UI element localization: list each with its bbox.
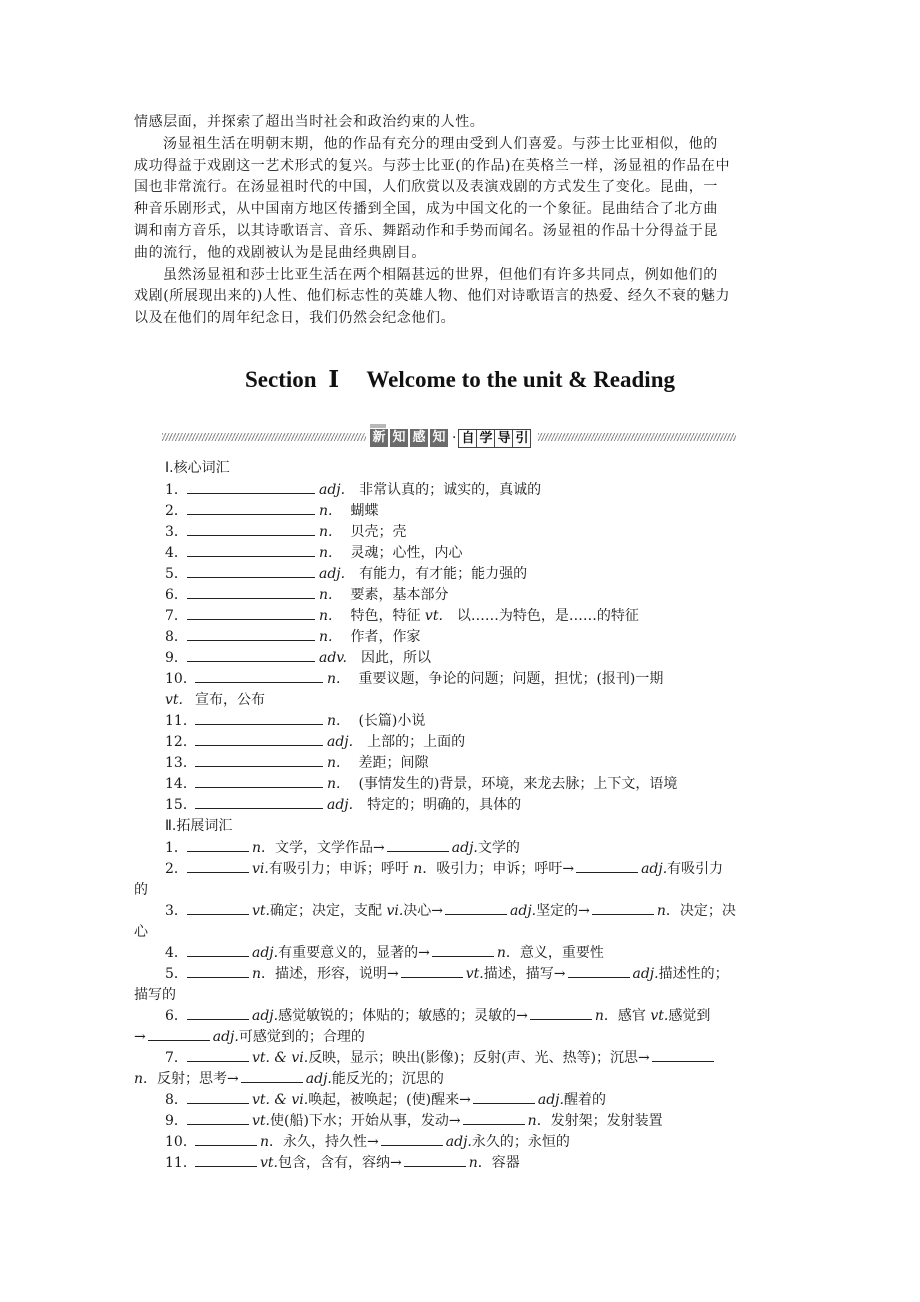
part-of-speech: vt.	[650, 1008, 669, 1024]
badge-char-light: 学	[476, 429, 495, 448]
meaning: 包含，含有，容纳→	[278, 1155, 402, 1171]
part-of-speech: vt. & vi.	[252, 1092, 309, 1108]
extended-vocab-row	[165, 1089, 606, 1109]
meaning: 宣布，公布	[195, 692, 265, 708]
meaning: ．反射；思考→	[143, 1071, 239, 1087]
answer-blank[interactable]	[187, 565, 315, 578]
meaning: 蝴蝶	[350, 503, 379, 519]
answer-blank[interactable]	[195, 754, 323, 767]
part-of-speech: adj.	[510, 903, 537, 919]
meaning: ．文学，文学作品→	[261, 840, 385, 856]
meaning: 可感觉到的；合理的	[238, 1029, 365, 1045]
part-of-speech: n.	[319, 545, 333, 561]
answer-blank[interactable]	[187, 586, 315, 599]
meaning: 差距；间隙	[358, 755, 429, 771]
meaning: ．永久，持久性→	[269, 1134, 379, 1150]
part-of-speech: vi.	[386, 903, 404, 919]
extended-vocab-row-continuation	[134, 1026, 365, 1046]
vocab-row-continuation	[165, 689, 265, 709]
answer-blank[interactable]	[568, 965, 630, 978]
answer-blank[interactable]	[576, 860, 638, 873]
answer-blank[interactable]	[187, 523, 315, 536]
part-of-speech: n.	[319, 587, 333, 603]
item-number: 4．	[165, 545, 188, 561]
meaning: 作者，作家	[350, 629, 421, 645]
answer-blank[interactable]	[381, 1133, 443, 1146]
answer-blank[interactable]	[187, 628, 315, 641]
meaning: 描写的	[134, 987, 176, 1003]
extended-vocab-row-continuation	[134, 921, 148, 941]
answer-blank[interactable]	[187, 607, 315, 620]
vocab-row	[165, 605, 639, 625]
part-of-speech: vt.	[252, 903, 270, 919]
meaning: 以……为特色，是……的特征	[456, 608, 639, 624]
badge-separator: ·	[452, 430, 457, 446]
meaning: 灵魂；心性，内心	[350, 545, 463, 561]
meaning: →	[134, 1029, 146, 1045]
item-number: 6．	[165, 587, 188, 603]
item-number: 7．	[165, 1050, 188, 1066]
answer-blank[interactable]	[187, 649, 315, 662]
answer-blank[interactable]	[530, 1007, 592, 1020]
vocab-row	[165, 773, 677, 793]
hatch-divider-right	[538, 433, 736, 441]
extended-vocab-row-continuation	[134, 1068, 444, 1088]
part-of-speech: n	[252, 966, 262, 982]
meaning: ．容器	[477, 1155, 520, 1171]
meaning: 有重要意义的，显著的→	[278, 945, 430, 961]
vocab-row	[165, 647, 431, 667]
badge-char-dark: 知	[390, 429, 408, 447]
extended-vocab-row	[165, 837, 520, 857]
part-of-speech: n	[252, 840, 262, 856]
vocab-row	[165, 752, 428, 772]
meaning: 决心→	[403, 903, 444, 919]
item-number: 12．	[165, 734, 197, 750]
part-of-speech: adj.	[319, 566, 346, 582]
section-label: Section	[245, 367, 317, 392]
item-number: 1．	[165, 482, 188, 498]
vocab-row	[165, 710, 425, 730]
section-name: Welcome to the unit & Reading	[366, 367, 675, 392]
answer-blank[interactable]	[241, 1070, 303, 1083]
part-of-speech: n.	[319, 629, 333, 645]
item-number: 3．	[165, 903, 188, 919]
vocab-row	[165, 542, 462, 562]
part-of-speech: n	[468, 1155, 478, 1171]
meaning: 上部的；上面的	[367, 734, 466, 750]
answer-blank[interactable]	[187, 1007, 249, 1020]
part-of-speech: vt.	[252, 1113, 270, 1129]
part-of-speech: n.	[319, 503, 333, 519]
meaning: 感觉敏锐的；体贴的；敏感的；灵敏的→	[278, 1008, 528, 1024]
item-number: 11．	[165, 1155, 197, 1171]
badge-char-dark: 新	[370, 429, 388, 447]
extended-vocab-row	[165, 1131, 570, 1151]
part-of-speech: adj.	[632, 966, 659, 982]
answer-blank[interactable]	[187, 944, 249, 957]
meaning: 的	[134, 882, 148, 898]
answer-blank[interactable]	[187, 481, 315, 494]
item-number: 2．	[165, 861, 188, 877]
answer-blank[interactable]	[148, 1028, 210, 1041]
intro-line: 调和南方音乐，以其诗歌语言、音乐、舞蹈动作和手势而闻名。汤显祖的作品十分得益于昆	[134, 222, 718, 239]
vocab-row	[165, 563, 527, 583]
meaning: ．决定；决	[665, 903, 736, 919]
banner-badge	[370, 428, 530, 448]
answer-blank[interactable]	[401, 965, 463, 978]
part-of-speech: adj.	[305, 1071, 332, 1087]
meaning: 反映，显示；映出(影像)；反射(声、光、热等)；沉思→	[308, 1050, 650, 1066]
part-of-speech: n.	[327, 755, 341, 771]
answer-blank[interactable]	[195, 775, 323, 788]
section-numeral: Ⅰ	[328, 367, 340, 392]
item-number: 5．	[165, 966, 188, 982]
item-number: 15．	[165, 797, 197, 813]
part-of-speech: n	[594, 1008, 604, 1024]
badge-char-light: 导	[494, 429, 513, 448]
extended-vocab-row	[165, 1110, 663, 1130]
extended-vocab-row	[165, 963, 729, 983]
extended-vocab-row	[165, 1152, 520, 1172]
answer-blank[interactable]	[187, 1112, 249, 1125]
intro-line: 成功得益于戏剧这一艺术形式的复兴。与莎士比亚(的作品)在英格兰一样，汤显祖的作品在中	[134, 157, 731, 174]
section-banner	[162, 428, 736, 448]
part-of-speech: adj.	[327, 797, 354, 813]
intro-line: 国也非常流行。在汤显祖时代的中国，人们欣赏以及表演戏剧的方式发生了变化。昆曲，一	[134, 179, 718, 196]
extended-vocab-row	[165, 942, 604, 962]
part-of-speech: n	[260, 1134, 270, 1150]
answer-blank[interactable]	[187, 502, 315, 515]
item-number: 11．	[165, 713, 197, 729]
meaning: 能反光的；沉思的	[331, 1071, 444, 1087]
answer-blank[interactable]	[195, 1133, 257, 1146]
item-number: 8．	[165, 1092, 188, 1108]
badge-char-dark: 感	[410, 429, 428, 447]
answer-blank[interactable]	[187, 544, 315, 557]
part-of-speech: n	[656, 903, 666, 919]
item-number: 6．	[165, 1008, 188, 1024]
intro-line: 种音乐剧形式，从中国南方地区传播到全国，成为中国文化的一个象征。昆曲结合了北方曲	[134, 201, 718, 218]
intro-line: 虽然汤显祖和莎士比亚生活在两个相隔甚远的世界，但他们有许多共同点，例如他们的	[163, 266, 718, 283]
item-number: 14．	[165, 776, 197, 792]
hatch-divider-left	[162, 433, 366, 441]
part-of-speech: adj.	[641, 861, 668, 877]
part-of-speech: n	[527, 1113, 537, 1129]
meaning: 非常认真的；诚实的，真诚的	[359, 482, 542, 498]
answer-blank[interactable]	[195, 670, 323, 683]
badge-tab-decoration	[370, 424, 386, 428]
part-of-speech: n.	[319, 524, 333, 540]
item-number: 13．	[165, 755, 197, 771]
answer-blank[interactable]	[195, 1154, 257, 1167]
answer-blank[interactable]	[187, 839, 249, 852]
vocab-row	[165, 521, 406, 541]
part-of-speech: n	[413, 861, 423, 877]
meaning: ．感官	[603, 1008, 651, 1024]
extended-vocab-row	[165, 858, 723, 878]
extended-vocab-row	[165, 1005, 710, 1025]
vocab-row	[165, 626, 420, 646]
extended-vocab-row	[165, 1047, 717, 1067]
vocab-row	[165, 794, 521, 814]
meaning: 醒着的	[563, 1092, 606, 1108]
meaning: (事情发生的)背景，环境，来龙去脉；上下文，语境	[358, 776, 678, 792]
meaning: 坚定的→	[536, 903, 590, 919]
answer-blank[interactable]	[473, 1091, 535, 1104]
meaning: 特定的；明确的，具体的	[367, 797, 522, 813]
answer-blank[interactable]	[592, 902, 654, 915]
intro-line: 曲的流行，他的戏剧被认为是昆曲经典剧目。	[134, 244, 426, 261]
part-of-speech: vt.	[420, 608, 443, 624]
core-vocab-heading: Ⅰ.核心词汇	[165, 460, 230, 476]
answer-blank[interactable]	[387, 839, 449, 852]
meaning: 心	[134, 924, 148, 940]
answer-blank[interactable]	[187, 902, 249, 915]
meaning: 文学的	[477, 840, 520, 856]
item-number: 7．	[165, 608, 188, 624]
answer-blank[interactable]	[195, 796, 323, 809]
meaning: 重要议题，争论的问题；问题，担忧；(报刊)一期	[358, 671, 664, 687]
item-number: 9．	[165, 1113, 188, 1129]
answer-blank[interactable]	[195, 712, 323, 725]
meaning: 特色，特征	[350, 608, 421, 624]
meaning: 因此，所以	[361, 650, 432, 666]
part-of-speech: vi.	[252, 861, 269, 877]
meaning: 要素，基本部分	[350, 587, 449, 603]
answer-blank[interactable]	[187, 860, 249, 873]
part-of-speech: adj.	[327, 734, 354, 750]
intro-line: 戏剧(所展现出来的)人性、他们标志性的英雄人物、他们对诗歌语言的热爱、经久不衰的魅力	[134, 288, 731, 305]
vocab-row	[165, 668, 663, 688]
meaning: 唤起，被唤起；(使)醒来→	[308, 1092, 471, 1108]
meaning: 有吸引力；申诉；呼吁	[268, 861, 414, 877]
meaning: ．描述，形容，说明→	[261, 966, 399, 982]
vocab-row	[165, 731, 465, 751]
answer-blank[interactable]	[432, 944, 494, 957]
answer-blank[interactable]	[187, 1049, 249, 1062]
part-of-speech: adj.	[319, 482, 346, 498]
intro-line: 情感层面，并探索了超出当时社会和政治约束的人性。	[134, 114, 485, 130]
item-number: 2．	[165, 503, 188, 519]
meaning: ．意义，重要性	[505, 945, 604, 961]
meaning: 确定；决定，支配	[270, 903, 387, 919]
answer-blank[interactable]	[187, 965, 249, 978]
part-of-speech: adv.	[319, 650, 348, 666]
vocab-row	[165, 479, 541, 499]
section-title	[0, 366, 920, 393]
part-of-speech: adj.	[252, 1008, 279, 1024]
meaning: ．发射架；发射装置	[536, 1113, 663, 1129]
extended-vocab-heading: Ⅱ.拓展词汇	[165, 818, 233, 834]
part-of-speech: n.	[319, 608, 333, 624]
badge-char-dark: 知	[430, 429, 448, 447]
part-of-speech: n	[134, 1071, 144, 1087]
part-of-speech: adj.	[537, 1092, 564, 1108]
item-number: 3．	[165, 524, 188, 540]
item-number: 10．	[165, 671, 197, 687]
answer-blank[interactable]	[652, 1049, 714, 1062]
extended-vocab-row-continuation	[134, 984, 176, 1004]
badge-char-light: 引	[512, 429, 531, 448]
extended-vocab-row	[165, 900, 736, 920]
item-number: 1．	[165, 840, 188, 856]
item-number: 9．	[165, 650, 188, 666]
meaning: 贝壳；壳	[350, 524, 407, 540]
extended-vocab-row-continuation	[134, 879, 148, 899]
intro-line: 以及在他们的周年纪念日，我们仍然会纪念他们。	[134, 310, 456, 327]
meaning: 永久的；永恒的	[471, 1134, 570, 1150]
meaning: 使(船)下水；开始从事，发动→	[270, 1113, 461, 1129]
item-number: 8．	[165, 629, 188, 645]
meaning: 描述性的；	[658, 966, 729, 982]
answer-blank[interactable]	[195, 733, 323, 746]
meaning: 描述，描写→	[483, 966, 566, 982]
answer-blank[interactable]	[187, 1091, 249, 1104]
answer-blank[interactable]	[404, 1154, 466, 1167]
part-of-speech: n.	[327, 671, 341, 687]
part-of-speech: vt. & vi.	[252, 1050, 309, 1066]
intro-line: 汤显祖生活在明朝末期，他的作品有充分的理由受到人们喜爱。与莎士比亚相似，他的	[163, 135, 718, 152]
answer-blank[interactable]	[445, 902, 507, 915]
vocab-row	[165, 500, 378, 520]
part-of-speech: adj.	[252, 945, 279, 961]
part-of-speech: adj.	[451, 840, 478, 856]
part-of-speech: adj.	[212, 1029, 239, 1045]
meaning: ．吸引力；申诉；呼吁→	[422, 861, 575, 877]
part-of-speech: n.	[327, 776, 341, 792]
part-of-speech: adj.	[445, 1134, 472, 1150]
meaning: 有吸引力	[667, 861, 724, 877]
part-of-speech: n	[496, 945, 506, 961]
item-number: 4．	[165, 945, 188, 961]
badge-char-light: 自	[458, 429, 477, 448]
part-of-speech: vt.	[260, 1155, 278, 1171]
item-number: 10．	[165, 1134, 197, 1150]
item-number: 5．	[165, 566, 188, 582]
meaning: 有能力，有才能；能力强的	[359, 566, 528, 582]
part-of-speech: vt.	[165, 692, 183, 708]
part-of-speech: vt.	[465, 966, 484, 982]
part-of-speech: n.	[327, 713, 341, 729]
meaning: (长篇)小说	[358, 713, 426, 729]
intro-text	[134, 112, 792, 330]
vocab-row	[165, 584, 448, 604]
meaning: 感觉到	[668, 1008, 711, 1024]
answer-blank[interactable]	[463, 1112, 525, 1125]
